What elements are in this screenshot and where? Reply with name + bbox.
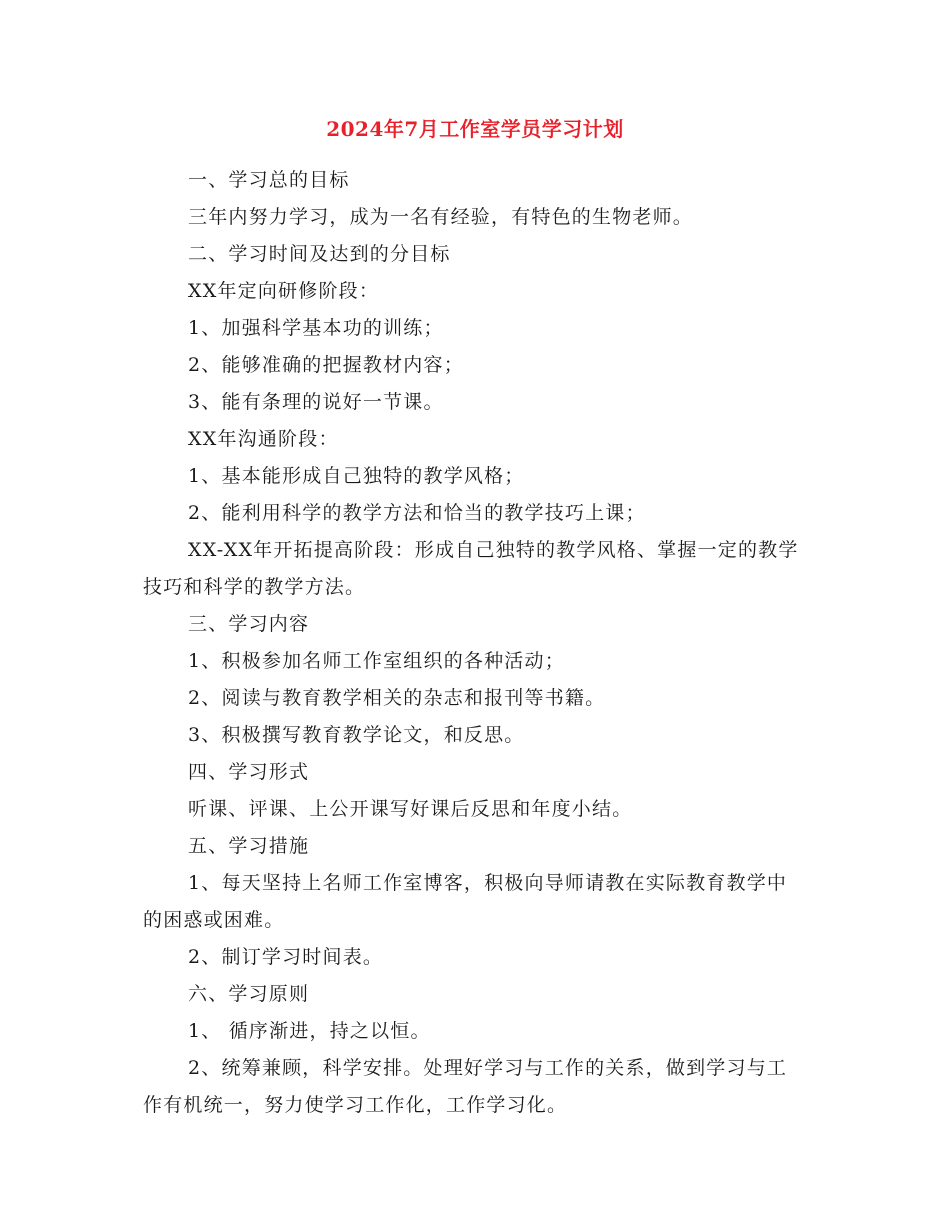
stage-heading: XX年定向研修阶段： <box>188 280 380 302</box>
list-item: 1、积极参加名师工作室组织的各种活动； <box>188 650 565 672</box>
paragraph: 三年内努力学习，成为一名有经验，有特色的生物老师。 <box>188 206 694 228</box>
list-item: 2、能利用科学的教学方法和恰当的教学技巧上课； <box>188 502 646 524</box>
list-item: 1、 循序渐进，持之以恒。 <box>188 1020 431 1042</box>
section-heading-content: 三、学习内容 <box>188 613 310 635</box>
list-item: 1、基本能形成自己独特的教学风格； <box>188 465 525 487</box>
paragraph: 听课、评课、上公开课写好课后反思和年度小结。 <box>188 798 633 820</box>
section-heading-principles: 六、学习原则 <box>188 983 310 1005</box>
paragraph: XX-XX年开拓提高阶段：形成自己独特的教学风格、掌握一定的教学技巧和科学的教学方法。 <box>143 539 799 598</box>
list-item: 3、积极撰写教育教学论文，和反思。 <box>188 724 525 746</box>
list-item: 2、能够准确的把握教材内容； <box>188 354 464 376</box>
section-heading-goal: 一、学习总的目标 <box>188 169 350 191</box>
section-heading-measures: 五、学习措施 <box>188 835 310 857</box>
list-item: 1、加强科学基本功的训练； <box>188 317 444 339</box>
list-item: 2、阅读与教育教学相关的杂志和报刊等书籍。 <box>188 687 606 709</box>
list-item: 3、能有条理的说好一节课。 <box>188 391 444 413</box>
list-item: 2、统筹兼顾，科学安排。处理好学习与工作的关系，做到学习与工作有机统一，努力使学习工作化，工作学习化。 <box>143 1057 788 1116</box>
section-heading-schedule: 二、学习时间及达到的分目标 <box>188 243 451 265</box>
list-item: 2、制订学习时间表。 <box>188 946 384 968</box>
list-item: 1、每天坚持上名师工作室博客，积极向导师请教在实际教育教学中的困惑或困难。 <box>143 872 788 931</box>
document-title: 2024年7月工作室学员学习计划 <box>326 117 624 141</box>
stage-heading: XX年沟通阶段： <box>188 428 339 450</box>
section-heading-form: 四、学习形式 <box>188 761 310 783</box>
